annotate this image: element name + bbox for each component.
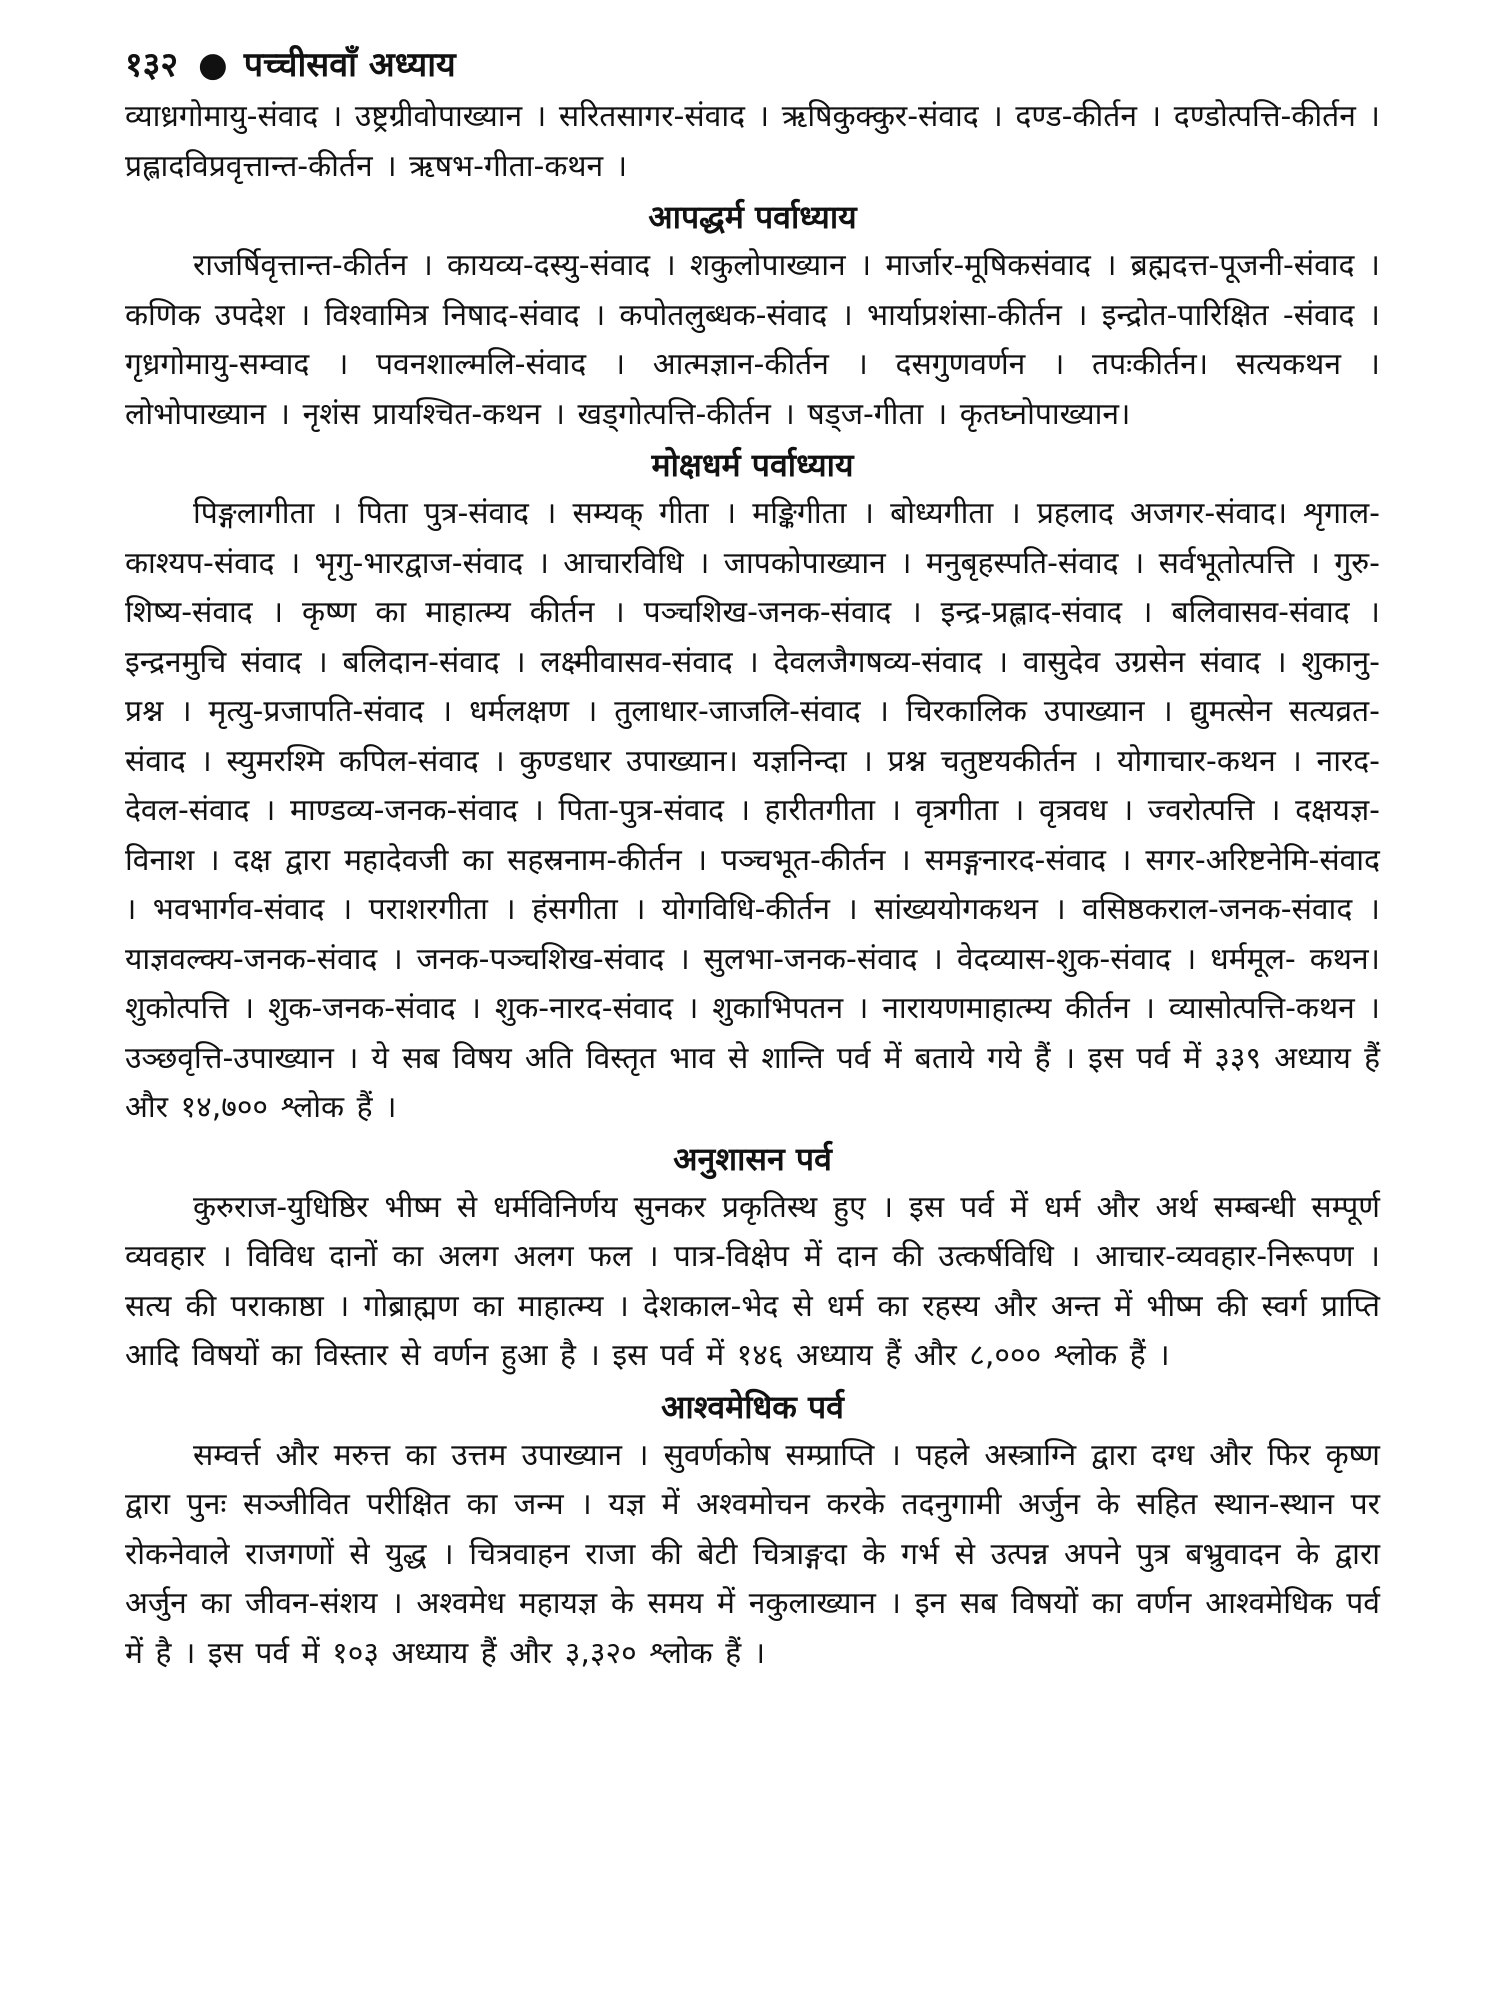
bullet-separator: ● [198,45,228,85]
intro-paragraph: व्याध्रगोमायु-संवाद । उष्ट्रग्रीवोपाख्यान । सरितसागर-संवाद । ऋषिकुक्कुर-संवाद । दण्ड-कीर्तन । दण्डोत्पत्ति-कीर्तन । प्रह्लादविप्रवृत्तान्त-कीर्तन । ऋषभ-गीता-कथन । [125,99,1380,184]
section-text-ashvamedhik: सम्वर्त्त और मरुत्त का उत्तम उपाख्यान । सुवर्णकोष सम्प्राप्ति । पहले अस्त्राग्नि द्वारा दग्ध और फिर कृष्ण द्वारा पुनः सञ्जीवित परीक्षित का जन्म । यज्ञ में अश्वमोचन करके तदनुगामी अर्जुन के सहित स्थान-स्थान पर रोकनेवाले राजगणों से युद्ध । चित्रवाहन राजा की बेटी चित्राङ्गदा के गर्भ से उत्पन्न अपने पुत्र बभ्रुवादन के द्वारा अर्जुन का जीवन-संशय । अश्वमेध महायज्ञ के समय में नकुलाख्यान । इन सब विषयों का वर्णन आश्वमेधिक पर्व में है । इस पर्व में १०३ अध्याय हैं और ३,३२० श्लोक हैं । [125,1437,1380,1671]
section-text-anushasan: कुरुराज-युधिष्ठिर भीष्म से धर्मविनिर्णय सुनकर प्रकृतिस्थ हुए । इस पर्व में धर्म और अर्थ सम्बन्धी सम्पूर्ण व्यवहार । विविध दानों का अलग अलग फल । पात्र-विक्षेप में दान की उत्कर्षविधि । आचार-व्यवहार-निरूपण । सत्य की पराकाष्ठा । गोब्राह्मण का माहात्म्य । देशकाल-भेद से धर्म का रहस्य और अन्त में भीष्म की स्वर्ग प्राप्ति आदि विषयों का विस्तार से वर्णन हुआ है । इस पर्व में १४६ अध्याय हैं और ८,००० श्लोक हैं । [125,1189,1381,1373]
section-heading-ashvamedhik: आश्वमेधिक पर्व [661,1387,844,1426]
section-text-apaddharma: राजर्षिवृत्तान्त-कीर्तन । कायव्य-दस्यु-संवाद । शकुलोपाख्यान । मार्जार-मूषिकसंवाद । ब्रह्मदत्त-पूजनी-संवाद । कणिक उपदेश । विश्वामित्र निषाद-संवाद । कपोतलुब्धक-संवाद । भार्याप्रशंसा-कीर्तन । इन्द्रोत-पारिक्षित -संवाद । गृध्रगोमायु-सम्वाद । पवनशाल्मलि-संवाद । आत्मज्ञान-कीर्तन । दसगुणवर्णन । तपःकीर्तन। सत्यकथन । लोभोपाख्यान । नृशंस प्रायश्चित-कथन । खड्गोत्पत्ति-कीर्तन । षड्ज-गीता । कृतघ्नोपाख्यान। [125,248,1380,432]
section-heading-apaddharma: आपद्धर्म पर्वाध्याय [648,198,857,236]
chapter-title: पच्चीसवाँ अध्याय [243,45,456,85]
section-heading-mokshadharma: मोक्षधर्म पर्वाध्याय [651,446,854,484]
section-heading-anushasan: अनुशासन पर्व [673,1139,832,1178]
page-number: १३२ [125,45,179,85]
section-text-mokshadharma: पिङ्गलागीता । पिता पुत्र-संवाद । सम्यक् गीता । मङ्किगीता । बोध्यगीता । प्रहलाद अजगर-संवाद। शृगाल-काश्यप-संवाद । भृगु-भारद्वाज-संवाद । आचारविधि । जापकोपाख्यान । मनुबृहस्पति-संवाद । सर्वभूतोत्पत्ति । गुरु-शिष्य-संवाद । कृष्ण का माहात्म्य कीर्तन । पञ्चशिख-जनक-संवाद । इन्द्र-प्रह्लाद-संवाद । बलिवासव-संवाद । इन्द्रनमुचि संवाद । बलिदान-संवाद । लक्ष्मीवासव-संवाद । देवलजैगषव्य-संवाद । वासुदेव उग्रसेन संवाद । शुकानु-प्रश्न । मृत्यु-प्रजापति-संवाद । धर्मलक्षण । तुलाधार-जाजलि-संवाद । चिरकालिक उपाख्यान । द्युमत्सेन सत्यव्रत-संवाद । स्युमरश्मि कपिल-संवाद । कुण्डधार उपाख्यान। यज्ञनिन्दा । प्रश्न चतुष्टयकीर्तन । योगाचार-कथन । नारद-देवल-संवाद । माण्डव्य-जनक-संवाद । पिता-पुत्र-संवाद । हारीतगीता । वृत्रगीता । वृत्रवध । ज्वरोत्पत्ति । दक्षयज्ञ-विनाश । दक्ष द्वारा महादेवजी का सहस्रनाम-कीर्तन । पञ्चभूत-कीर्तन । समङ्गनारद-संवाद । सगर-अरिष्टनेमि-संवाद । भवभार्गव-संवाद । पराशरगीता । हंसगीता । योगविधि-कीर्तन । सांख्ययोगकथन । वसिष्ठकराल-जनक-संवाद । याज्ञवल्क्य-जनक-संवाद । जनक-पञ्चशिख-संवाद । सुलभा-जनक-संवाद । वेदव्यास-शुक-संवाद । धर्ममूल- कथन। शुकोत्पत्ति । शुक-जनक-संवाद । शुक-नारद-संवाद । शुकाभिपतन । नारायणमाहात्म्य कीर्तन । व्यासोत्पत्ति-कथन । उञ्छवृत्ति-उपाख्यान । ये सब विषय अति विस्तृत भाव से शान्ति पर्व में बताये गये हैं । इस पर्व में ३३९ अध्याय हैं और १४,७०० श्लोक हैं । [125,496,1380,1125]
running-header [125,42,1380,88]
